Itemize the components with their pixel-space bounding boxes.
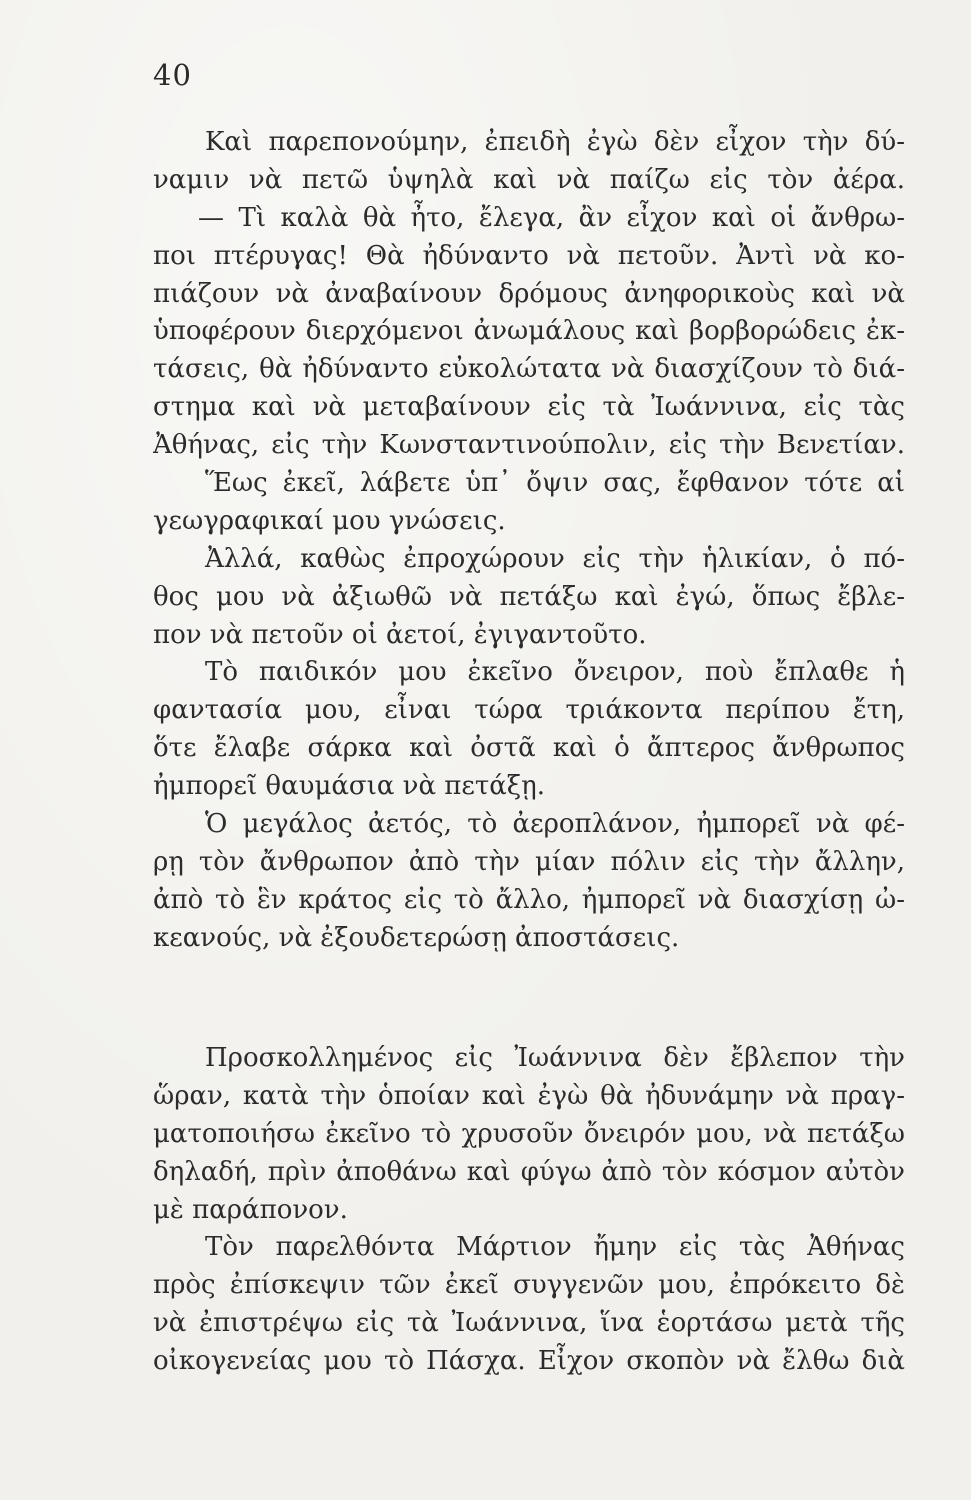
text-line: Ὁ μεγάλος ἀετός, τὸ ἀεροπλάνον, ἠμπορεῖ νὰ φέ- xyxy=(205,809,905,840)
text-line: ἠμπορεῖ θαυμάσια νὰ πετάξῃ. xyxy=(153,771,545,802)
text-line: ὑποφέρουν διερχόμενοι ἀνωμάλους καὶ βορβορώδεις ἐκ- xyxy=(153,316,905,347)
text-line: ναμιν νὰ πετῶ ὑψηλὰ καὶ νὰ παίζω εἰς τὸν ἀέρα. xyxy=(153,164,905,195)
text-line: ὅτε ἔλαβε σάρκα καὶ ὀστᾶ καὶ ὁ ἄπτερος ἄνθρωπος xyxy=(153,733,905,764)
text-line: ποι πτέρυγας! Θὰ ἠδύναντο νὰ πετοῦν. Ἀντὶ νὰ κο- xyxy=(153,240,905,271)
text-line: μὲ παράπονον. xyxy=(153,1194,348,1225)
text-line: ματοποιήσω ἐκεῖνο τὸ χρυσοῦν ὄνειρόν μου, νὰ πετάξω xyxy=(153,1118,905,1149)
text-line: τάσεις, θὰ ἠδύναντο εὐκολώτατα νὰ διασχίζουν τὸ διά- xyxy=(153,354,905,385)
page-number: 40 xyxy=(153,58,192,92)
text-line: Τὸν παρελθόντα Μάρτιον ἤμην εἰς τὰς Ἀθήνας xyxy=(205,1232,905,1263)
text-line: πον νὰ πετοῦν οἱ ἀετοί, ἐγιγαντοῦτο. xyxy=(153,619,647,650)
text-line: πρὸς ἐπίσκεψιν τῶν ἐκεῖ συγγενῶν μου, ἐπρόκειτο δὲ xyxy=(153,1270,905,1301)
text-line: Ἕως ἐκεῖ, λάβετε ὑπ᾽ ὄψιν σας, ἔφθανον τότε αἱ xyxy=(205,468,905,499)
text-line: γεωγραφικαί μου γνώσεις. xyxy=(153,505,506,536)
text-line: δηλαδή, πρὶν ἀποθάνω καὶ φύγω ἀπὸ τὸν κόσμον αὐτὸν xyxy=(153,1156,905,1187)
text-line: ὥραν, κατὰ τὴν ὁποίαν καὶ ἐγὼ θὰ ἠδυνάμην νὰ πραγ- xyxy=(153,1080,905,1111)
text-section-2 xyxy=(153,1040,905,1381)
text-line: Ἀλλά, καθὼς ἐπροχώρουν εἰς τὴν ἡλικίαν, ὁ πό- xyxy=(205,543,905,574)
text-line: πιάζουν νὰ ἀναβαίνουν δρόμους ἀνηφορικοὺς καὶ νὰ xyxy=(153,278,905,309)
text-line: Καὶ παρεπονούμην, ἐπειδὴ ἐγὼ δὲν εἶχον τὴν δύ- xyxy=(205,127,905,157)
text-line: Τὸ παιδικόν μου ἐκεῖνο ὄνειρον, ποὺ ἔπλαθε ἡ xyxy=(205,657,905,688)
text-line: φαντασία μου, εἶναι τώρα τριάκοντα περίπου ἔτη, xyxy=(153,695,905,726)
text-line: Προσκολλημένος εἰς Ἰωάννινα δὲν ἔβλεπον τὴν xyxy=(205,1043,905,1073)
text-line: ἀπὸ τὸ ἓν κράτος εἰς τὸ ἄλλο, ἠμπορεῖ νὰ διασχίσῃ ὠ- xyxy=(153,884,905,915)
text-line: Ἀθήνας, εἰς τὴν Κωνσταντινούπολιν, εἰς τὴν Βενετίαν. xyxy=(153,430,905,461)
text-line: νὰ ἐπιστρέψω εἰς τὰ Ἰωάννινα, ἵνα ἑορτάσω μετὰ τῆς xyxy=(153,1308,905,1339)
text-line: οἰκογενείας μου τὸ Πάσχα. Εἶχον σκοπὸν νὰ ἔλθω διὰ xyxy=(153,1346,905,1377)
text-section-1 xyxy=(153,124,905,958)
text-line: στημα καὶ νὰ μεταβαίνουν εἰς τὰ Ἰωάννινα, εἰς τὰς xyxy=(153,392,905,423)
text-line: ρῃ τὸν ἄνθρωπον ἀπὸ τὴν μίαν πόλιν εἰς τὴν ἄλλην, xyxy=(153,846,905,877)
text-line: — Τὶ καλὰ θὰ ἦτο, ἔλεγα, ἂν εἶχον καὶ οἱ ἄνθρω- xyxy=(198,202,905,233)
text-line: θος μου νὰ ἀξιωθῶ νὰ πετάξω καὶ ἐγώ, ὅπως ἔβλε- xyxy=(153,581,905,612)
text-line: κεανούς, νὰ ἐξουδετερώσῃ ἀποστάσεις. xyxy=(153,922,680,953)
